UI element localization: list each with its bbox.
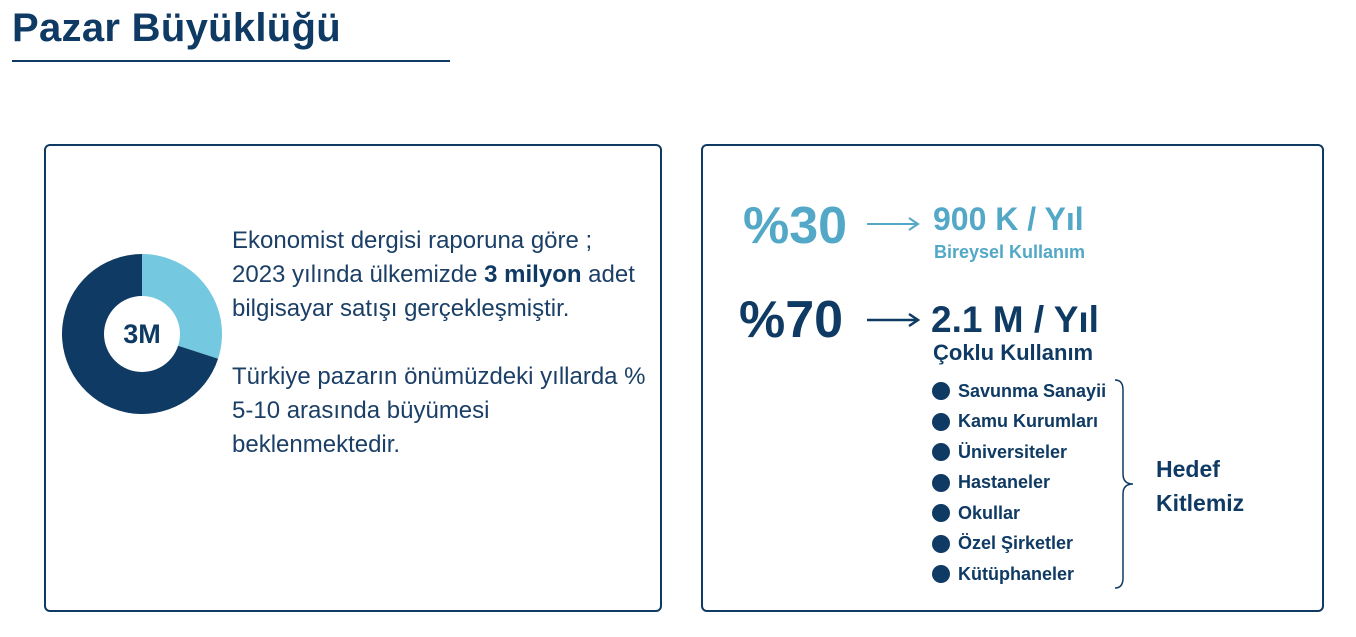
multi-label: Çoklu Kullanım [933,340,1094,365]
market-size-card [44,144,662,612]
individual-rate: 900 K / Yıl [933,201,1084,237]
audience-item-label: Özel Şirketler [958,533,1074,554]
audience-item [932,468,1106,499]
title-underline [12,60,450,62]
arrow-right-icon [865,216,921,232]
audience-item [932,529,1106,560]
individual-label: Bireysel Kullanım [934,242,1086,262]
market-description [232,224,652,462]
curly-brace-icon [1113,378,1137,590]
bullet-dot-icon [932,504,950,522]
audience-item-label: Okullar [958,502,1021,523]
description-text-before: Ekonomist dergisi raporuna göre ; 2023 yılında ülkemizde [232,227,593,288]
audience-item [932,559,1106,590]
arrow-right-icon [865,312,921,328]
audience-item-label: Kütüphaneler [958,563,1075,584]
description-highlight: 3 milyon [484,261,582,288]
audience-item-label: Üniversiteler [958,441,1068,462]
target-audience-label: Hedef Kitlemiz [1156,456,1245,516]
bullet-dot-icon [932,535,950,553]
description-paragraph-1 [232,224,652,326]
audience-item [932,498,1106,529]
page-title: Pazar Büyüklüğü [12,6,342,50]
audience-item-label: Kamu Kurumları [958,411,1099,432]
description-paragraph-2: Türkiye pazarın önümüzdeki yıllarda % 5-10 arasında büyümesi beklenmektedir. [232,363,646,458]
target-audience-list [932,376,1106,590]
multi-percent: %70 [739,291,844,349]
bullet-dot-icon [932,413,950,431]
bullet-dot-icon [932,474,950,492]
donut-center-label: 3M [123,318,161,349]
audience-item [932,407,1106,438]
bullet-dot-icon [932,443,950,461]
description-text-after: adet bilgisayar satışı gerçekleşmiştir. [232,261,635,322]
bullet-dot-icon [932,565,950,583]
audience-item [932,376,1106,407]
individual-percent: %30 [743,197,848,255]
audience-item [932,437,1106,468]
segments-card [701,144,1324,612]
bullet-dot-icon [932,382,950,400]
multi-rate: 2.1 M / Yıl [931,299,1099,340]
audience-item-label: Savunma Sanayii [958,380,1107,401]
audience-item-label: Hastaneler [958,472,1051,493]
